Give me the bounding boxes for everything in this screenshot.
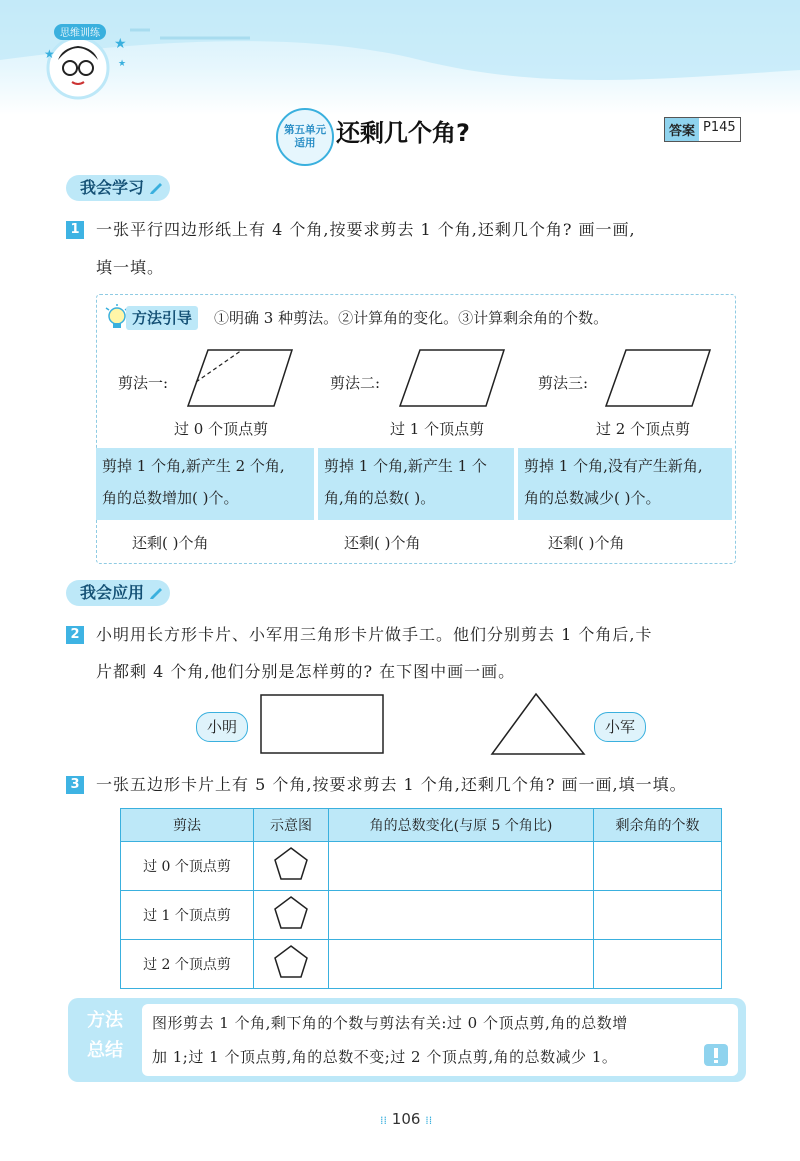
triangle-card — [490, 692, 586, 756]
cut-3-label: 剪法三: — [538, 374, 589, 392]
pentagon-diagram — [254, 940, 329, 989]
answer-page: P145 — [699, 118, 740, 141]
table-cell-cut: 过 0 个顶点剪 — [121, 842, 254, 891]
parallelogram-cut-2 — [398, 348, 508, 408]
table-header: 角的总数变化(与原 5 个角比) — [329, 809, 594, 842]
unit-stamp-line1: 第五单元 — [284, 124, 326, 136]
mascot-caption: 思维训练 — [60, 28, 100, 39]
question-number-1: 1 — [66, 221, 84, 239]
table-row — [121, 940, 722, 989]
cut-1-remain: 还剩( )个角 — [132, 534, 209, 552]
table-header: 剪法 — [121, 809, 254, 842]
question-number-2: 2 — [66, 626, 84, 644]
svg-text:★: ★ — [118, 59, 127, 69]
pencil-icon — [148, 179, 164, 195]
summary-line1: 图形剪去 1 个角,剩下角的个数与剪法有关:过 0 个顶点剪,角的总数增 — [152, 1014, 628, 1032]
rectangle-card — [260, 694, 386, 756]
cut-3-box-line2: 角的总数减少( )个。 — [524, 489, 661, 507]
name-tag-xiaojun: 小军 — [594, 712, 646, 742]
pentagon-diagram — [254, 842, 329, 891]
method-guide-tag: 方法引导 — [126, 306, 198, 330]
cut-1-caption: 过 0 个顶点剪 — [174, 420, 269, 438]
cut-2-caption: 过 1 个顶点剪 — [390, 420, 485, 438]
summary-line2: 加 1;过 1 个顶点剪,角的总数不变;过 2 个顶点剪,角的总数减少 1。 — [152, 1048, 618, 1066]
cut-2-label: 剪法二: — [330, 374, 381, 392]
cut-1-box-line1: 剪掉 1 个角,新产生 2 个角, — [102, 457, 285, 475]
page-number — [380, 1110, 432, 1128]
question-1-line1: 一张平行四边形纸上有 4 个角,按要求剪去 1 个角,还剩几个角? 画一画, — [96, 220, 636, 239]
pentagon-icon — [273, 944, 309, 980]
question-1-line2: 填一填。 — [96, 258, 165, 277]
cut-3-caption: 过 2 个顶点剪 — [596, 420, 691, 438]
cut-1-box-line2: 角的总数增加( )个。 — [102, 489, 239, 507]
pentagon-icon — [273, 846, 309, 882]
question-3-text: 一张五边形卡片上有 5 个角,按要求剪去 1 个角,还剩几个角? 画一画,填一填。 — [96, 775, 687, 794]
pentagon-icon — [273, 895, 309, 931]
answer-cell[interactable] — [329, 940, 594, 989]
pentagon-table — [120, 808, 722, 989]
cut-3-box — [518, 448, 732, 520]
unit-stamp — [276, 108, 334, 166]
summary-text — [152, 1006, 742, 1074]
exclamation-icon — [702, 1042, 732, 1070]
unit-stamp-line2: 适用 — [294, 137, 316, 149]
page-dots-right-icon: ⁞⁞ — [425, 1114, 433, 1127]
question-number-3: 3 — [66, 776, 84, 794]
parallelogram-cut-1 — [186, 348, 296, 408]
pencil-icon — [148, 584, 164, 600]
cut-2-remain: 还剩( )个角 — [344, 534, 421, 552]
answer-cell[interactable] — [329, 842, 594, 891]
page-number-value: 106 — [391, 1110, 421, 1128]
svg-text:★: ★ — [114, 36, 127, 52]
question-2-line1: 小明用长方形卡片、小军用三角形卡片做手工。他们分别剪去 1 个角后,卡 — [96, 625, 653, 644]
summary-label-line2: 总结 — [87, 1040, 123, 1061]
section-tag-learn — [66, 175, 170, 201]
summary-label-line1: 方法 — [87, 1010, 123, 1031]
page-dots-left-icon: ⁞⁞ — [380, 1114, 387, 1127]
summary-label — [74, 1006, 136, 1074]
cut-1-box — [96, 448, 314, 520]
table-row — [121, 842, 722, 891]
answer-reference — [664, 117, 741, 142]
section-tag-learn-label: 我会学习 — [80, 178, 145, 197]
cut-1-label: 剪法一: — [118, 374, 169, 392]
svg-text:★: ★ — [44, 47, 55, 61]
table-row — [121, 891, 722, 940]
answer-cell[interactable] — [594, 891, 722, 940]
section-tag-apply-label: 我会应用 — [80, 583, 145, 602]
parallelogram-cut-3 — [604, 348, 714, 408]
page-title: 还剩几个角? — [336, 119, 470, 147]
cut-3-remain: 还剩( )个角 — [548, 534, 625, 552]
answer-label: 答案 — [665, 118, 699, 141]
cut-2-box-line2: 角,角的总数( )。 — [324, 489, 436, 507]
table-cell-cut: 过 1 个顶点剪 — [121, 891, 254, 940]
method-summary — [68, 998, 746, 1082]
cut-2-box — [318, 448, 514, 520]
answer-cell[interactable] — [329, 891, 594, 940]
answer-cell[interactable] — [594, 940, 722, 989]
table-header: 剩余角的个数 — [594, 809, 722, 842]
mascot-icon — [38, 18, 128, 108]
answer-cell[interactable] — [594, 842, 722, 891]
section-tag-apply — [66, 580, 170, 606]
cut-3-box-line1: 剪掉 1 个角,没有产生新角, — [524, 457, 703, 475]
question-2-line2: 片都剩 4 个角,他们分别是怎样剪的? 在下图中画一画。 — [96, 662, 516, 681]
method-guide-text: ①明确 3 种剪法。②计算角的变化。③计算剩余角的个数。 — [214, 309, 609, 327]
pentagon-diagram — [254, 891, 329, 940]
table-cell-cut: 过 2 个顶点剪 — [121, 940, 254, 989]
table-header: 示意图 — [254, 809, 329, 842]
cut-2-box-line1: 剪掉 1 个角,新产生 1 个 — [324, 457, 487, 475]
name-tag-xiaoming: 小明 — [196, 712, 248, 742]
